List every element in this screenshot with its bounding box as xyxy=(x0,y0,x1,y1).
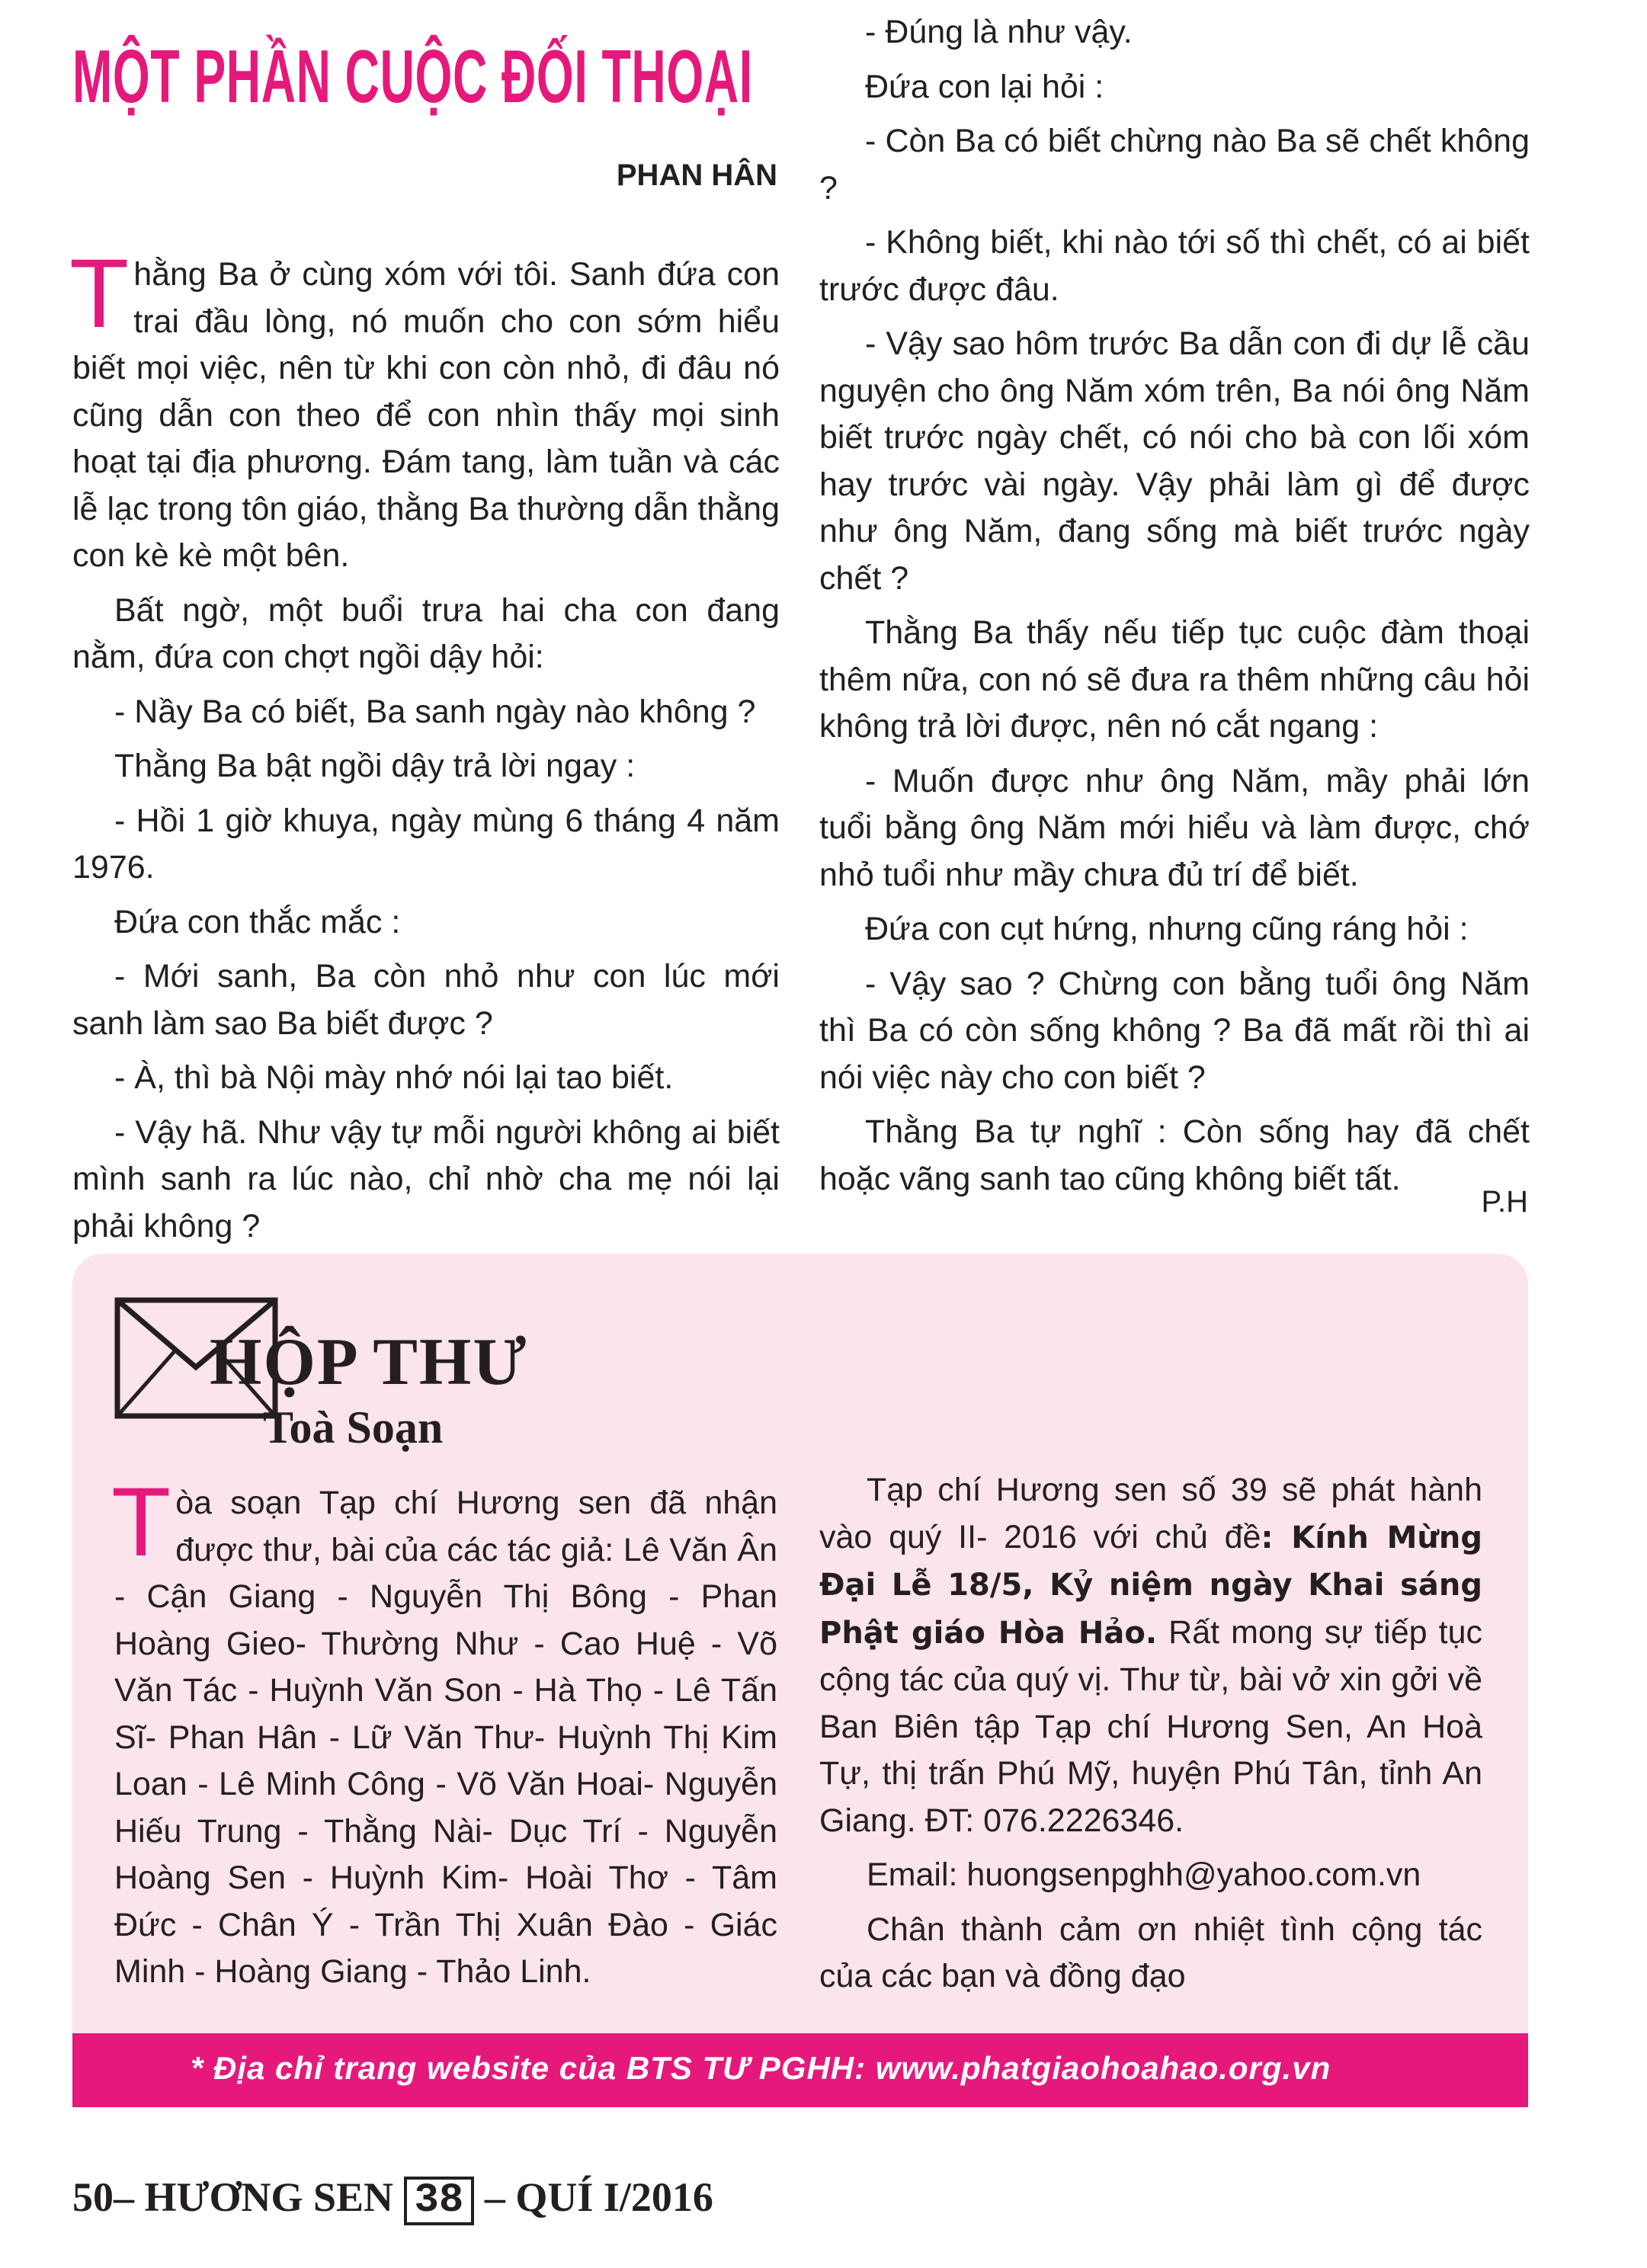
article-paragraph-0: Thằng Ba ở cùng xóm với tôi. Sanh đứa con trai đầu lòng, nó muốn cho con sớm hiểu biết mọi việc, nên từ khi con còn nhỏ, đi đâu nó cũng dẫn con theo để con nhìn thấy mọi sinh hoạt tại địa phương. Đám tang, làm tuần và các lễ lạc trong tôn giáo, thằng Ba thường dẫn thằng con kè kè một bên. xyxy=(69,239,780,574)
article-paragraph-13: - Vậy sao hôm trước Ba dẫn con đi dự lễ cầu nguyện cho ông Năm xóm trên, Ba nói ông Năm biết trước ngày chết, có nói cho bà con lối xóm hay trước vài ngày. Vậy phải làm gì để được như ông Năm, đang sống mà biết trước ngày chết ? xyxy=(819,325,1530,597)
article-paragraph-2: - Nầy Ba có biết, Ba sanh ngày nào không ? xyxy=(114,693,756,730)
article-paragraph-12: - Không biết, khi nào tới số thì chết, có ai biết trước được đâu. xyxy=(819,224,1530,308)
mailbox-right-column xyxy=(819,1467,1482,2008)
article-paragraph-10: Đứa con lại hỏi : xyxy=(865,68,1104,105)
mailbox-left-column xyxy=(111,1468,777,2004)
article-paragraph-16: Đứa con cụt hứng, nhưng cũng ráng hỏi : xyxy=(865,911,1469,947)
article-paragraph-15: - Muốn được như ông Năm, mầy phải lớn tuổi bằng ông Năm mới hiểu và làm được, chớ nhỏ tuổi như mầy chưa đủ trí để biết. xyxy=(819,762,1530,893)
article-paragraph-3: Thằng Ba bật ngồi dậy trả lời ngay : xyxy=(114,748,636,784)
website-banner xyxy=(72,2033,1528,2107)
article-signature: P.H xyxy=(1481,1185,1528,1219)
article-paragraph-14: Thằng Ba thấy nếu tiếp tục cuộc đàm thoại thêm nữa, con nó sẽ đưa ra thêm những câu hỏi không trả lời được, nên nó cắt ngang : xyxy=(819,614,1530,745)
article-dropcap: T xyxy=(69,239,130,348)
mailbox-contributors: Tòa soạn Tạp chí Hương sen đã nhận được thư, bài của các tác giả: Lê Văn Ân - Cận Giang - Nguyễn Thị Bông - Phan Hoàng Gieo- Thường Như - Cao Huệ - Võ Văn Tác - Huỳnh Văn Son - Hà Thọ - Lê Tấn Sĩ- Phan Hân - Lữ Văn Thư- Huỳnh Thị Kim Loan - Lê Minh Công - Võ Văn Hoai- Nguyễn Hiếu Trung - Thằng Nài- Dục Trí - Nguyễn Hoàng Sen - Huỳnh Kim- Hoài Thơ - Tâm Đức - Chân Ý - Trần Thị Xuân Đào - Giác Minh - Hoàng Giang - Thảo Linh. xyxy=(111,1468,777,1990)
article-paragraph-5: Đứa con thắc mắc : xyxy=(114,903,401,940)
mailbox-title: HỘP THƯ xyxy=(210,1325,528,1399)
article-paragraph-11: - Còn Ba có biết chừng nào Ba sẽ chết không ? xyxy=(819,123,1530,207)
article-paragraph-8: - Vậy hã. Như vậy tự mỗi người không ai biết mình sanh ra lúc nào, chỉ nhờ cha mẹ nói lại phải không ? xyxy=(72,1113,780,1245)
website-link[interactable]: * Địa chỉ trang website của BTS TƯ PGHH: www.phatgiaohoahao.org.vn xyxy=(191,2050,1331,2086)
article-right-column xyxy=(819,9,1530,1210)
issue-number: 38 xyxy=(404,2177,475,2225)
mailbox-announcement: Tạp chí Hương sen số 39 sẽ phát hành vào quý II- 2016 với chủ đề: Kính Mừng Đại Lễ 18/5, Kỷ niệm ngày Khai sáng Phật giáo Hòa Hảo. Rất mong sự tiếp tục cộng tác của quý vị. Thư từ, bài vở xin gởi về Ban Biên tập Tạp chí Hương Sen, An Hoà Tự, thị trấn Phú Mỹ, huyện Phú Tân, tỉnh An Giang. ĐT: 076.2226346. xyxy=(819,1472,1483,1839)
mailbox-email[interactable]: Email: huongsenpghh@yahoo.com.vn xyxy=(867,1856,1421,1893)
mailbox-subtitle: Toà Soạn xyxy=(263,1402,444,1453)
article-paragraph-18: Thằng Ba tự nghĩ : Còn sống hay đã chết hoặc vãng sanh tao cũng không biết tất. xyxy=(819,1113,1530,1197)
mailbox-theme: : Kính Mừng Đại Lễ 18/5, Kỷ niệm ngày Khai sáng Phật giáo Hòa Hảo. xyxy=(819,1520,1482,1651)
issue-period: – QUÍ I/2016 xyxy=(484,2174,713,2220)
article-paragraph-4: - Hồi 1 giờ khuya, ngày mùng 6 tháng 4 năm 1976. xyxy=(72,802,780,886)
article-paragraph-1: Bất ngờ, một buổi trưa hai cha con đang nằm, đứa con chợt ngồi dậy hỏi: xyxy=(72,591,780,675)
mailbox-thanks: Chân thành cảm ơn nhiệt tình cộng tác của các bạn và đồng đạo xyxy=(819,1911,1482,1994)
page-number: 50 xyxy=(72,2174,114,2220)
magazine-name: – HƯƠNG SEN xyxy=(114,2174,394,2220)
mailbox-dropcap: T xyxy=(111,1468,171,1577)
article-paragraph-6: - Mới sanh, Ba còn nhỏ như con lúc mới sanh làm sao Ba biết được ? xyxy=(72,958,780,1042)
article-title: MỘT PHẦN CUỘC ĐỐI THOẠI xyxy=(72,34,753,118)
article-paragraph-17: - Vậy sao ? Chừng con bằng tuổi ông Năm thì Ba có còn sống không ? Ba đã mất rồi thì ai nói việc này cho con biết ? xyxy=(819,965,1530,1096)
page-footer xyxy=(72,2170,713,2224)
article-author: PHAN HÂN xyxy=(616,159,777,192)
article-paragraph-9: - Đúng là như vậy. xyxy=(865,14,1133,50)
article-paragraph-7: - À, thì bà Nội mày nhớ nói lại tao biết. xyxy=(114,1059,674,1096)
article-left-column xyxy=(69,239,780,1257)
